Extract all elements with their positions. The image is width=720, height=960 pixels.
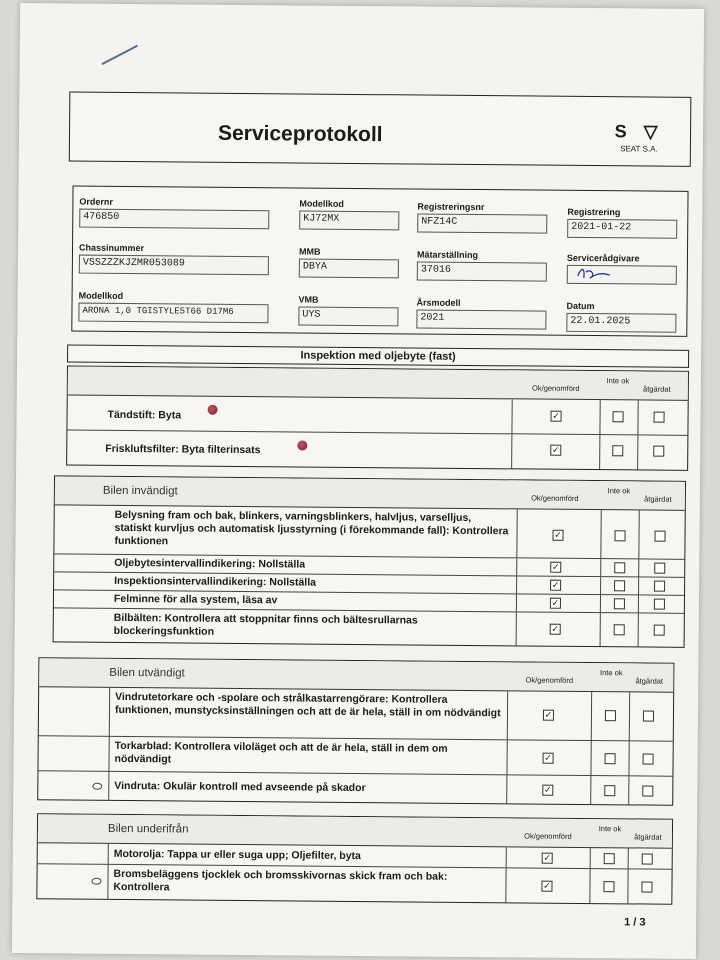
page-title: Serviceprotokoll <box>217 121 383 147</box>
checkbox-inte-ok[interactable] <box>605 753 616 764</box>
checkbox-atgardat[interactable] <box>654 531 665 542</box>
checkbox-inte-ok[interactable] <box>614 562 625 573</box>
table-row: Tändstift: Byta ✓ <box>67 395 687 435</box>
checkbox-ok[interactable]: ✓ <box>551 444 560 455</box>
field-datum: Datum 22.01.2025 <box>566 301 676 333</box>
checkbox-inte-ok[interactable] <box>605 710 616 721</box>
field-modellkod-2: Modellkod ARONA 1,0 TGISTYLE5T66 D17M6 <box>78 291 268 324</box>
section-header: Bilen underifrån Ok/genomförd Inte ok åtgärdat <box>38 814 672 849</box>
eye-icon <box>91 878 101 885</box>
checkbox-ok[interactable]: ✓ <box>543 852 552 863</box>
vehicle-info <box>71 185 688 336</box>
field-matarstallning: Mätarställning 37016 <box>417 250 547 282</box>
checkbox-ok[interactable]: ✓ <box>552 410 560 421</box>
section-bilen-invandigt <box>53 475 686 648</box>
title-box <box>69 91 692 166</box>
checkbox-atgardat[interactable] <box>642 853 653 864</box>
dot-marker-icon <box>208 405 218 415</box>
table-row: Vindruta: Okulär kontroll med avseende på skador ✓ <box>38 771 672 805</box>
section-header: Bilen utvändigt Ok/genomförd Inte ok åtgärdat <box>39 658 673 693</box>
checkbox-ok[interactable]: ✓ <box>551 561 560 572</box>
table-row: Friskluftsfilter: Byta filterinsats ✓ <box>67 430 687 469</box>
checkbox-ok[interactable]: ✓ <box>551 623 560 634</box>
table-row: Inspektionsintervallindikering: Nollställa ✓ <box>54 572 684 595</box>
checkbox-inte-ok[interactable] <box>614 624 625 635</box>
field-servicerad: Servicerådgivare <box>567 253 677 285</box>
checkbox-atgardat[interactable] <box>654 625 665 636</box>
checkbox-ok[interactable]: ✓ <box>554 529 562 540</box>
checkbox-inte-ok[interactable] <box>603 881 614 892</box>
checkbox-atgardat[interactable] <box>654 581 665 592</box>
field-registreringsnr: Registreringsnr NFZ14C <box>417 202 547 234</box>
checkbox-ok[interactable]: ✓ <box>551 579 560 590</box>
field-vmb: VMB UYS <box>298 294 398 326</box>
checkbox-atgardat[interactable] <box>643 753 654 764</box>
section-bilen-utvandigt <box>37 657 674 806</box>
field-arsmodell: Årsmodell 2021 <box>416 298 546 330</box>
inspection-bar: Inspektion med oljebyte (fast) <box>67 344 689 367</box>
table-row: Motorolja: Tappa ur eller suga upp; Oljefilter, byta ✓ <box>38 843 672 870</box>
checkbox-ok[interactable]: ✓ <box>544 752 552 763</box>
checkbox-inte-ok[interactable] <box>614 598 625 609</box>
checkbox-atgardat[interactable] <box>654 599 665 610</box>
field-ordernr: Ordernr 476850 <box>79 197 269 230</box>
section-bilen-underifran <box>36 813 673 905</box>
eye-icon <box>92 783 102 790</box>
checkbox-inte-ok[interactable] <box>612 445 623 456</box>
brand-name: SEAT S.A. <box>620 144 658 154</box>
checkbox-atgardat[interactable] <box>641 881 652 892</box>
checkbox-ok[interactable]: ✓ <box>551 597 560 608</box>
field-chassinummer: Chassinummer VSSZZZKJZMR053089 <box>79 243 269 276</box>
checkbox-atgardat[interactable] <box>654 563 665 574</box>
section-header: Ok/genomförd Inte ok åtgärdat <box>68 366 688 400</box>
table-row: Bilbälten: Kontrollera att stoppnitar finns och bältesrullarnas blockeringsfunktion ✓ <box>54 608 684 646</box>
section-inspection <box>66 365 689 470</box>
checkbox-inte-ok[interactable] <box>614 530 625 541</box>
section-header: Bilen invändigt Ok/genomförd Inte ok åtgärdat <box>55 476 685 510</box>
table-row: Felminne för alla system, läsa av ✓ <box>54 590 684 613</box>
checkbox-ok[interactable]: ✓ <box>543 784 552 795</box>
table-row: Oljebytesintervallindikering: Nollställa ✓ <box>54 554 684 577</box>
field-modellkod: Modellkod KJ72MX <box>299 198 399 230</box>
table-row: Vindrutetorkare och -spolare och strålkastarrengörare: Kontrollera funktionen, munstycksinställningen och att de är hela, ställ in om nödvändigt ✓ <box>39 687 673 742</box>
dot-marker-icon <box>297 440 307 450</box>
checkbox-ok[interactable]: ✓ <box>543 880 551 891</box>
signature-icon <box>576 266 616 280</box>
field-registrering: Registrering 2021-01-22 <box>567 207 677 239</box>
table-row: Belysning fram och bak, blinkers, varningsblinkers, halvljus, varselljus, statiskt kurvljus och automatisk ljusstyrning (i förekommande fall): Kontrollera funktionen ✓ <box>54 505 684 559</box>
field-mmb: MMB DBYA <box>299 246 399 278</box>
table-row: Bromsbeläggens tjocklek och bromsskivornas skick fram och bak: Kontrollera ✓ <box>37 864 671 904</box>
checkbox-atgardat[interactable] <box>643 710 654 721</box>
seat-logo <box>614 121 664 153</box>
checkbox-inte-ok[interactable] <box>604 785 615 796</box>
checkbox-atgardat[interactable] <box>642 785 653 796</box>
pen-mark <box>102 45 138 65</box>
checkbox-atgardat[interactable] <box>654 412 665 423</box>
checkbox-inte-ok[interactable] <box>613 411 624 422</box>
checkbox-atgardat[interactable] <box>653 446 664 457</box>
table-row: Torkarblad: Kontrollera viloläget och att de är hela, ställ in dem om nödvändigt ✓ <box>38 736 672 777</box>
checkbox-ok[interactable]: ✓ <box>544 709 553 720</box>
checkbox-inte-ok[interactable] <box>604 853 615 864</box>
page-number: 1 / 3 <box>624 916 646 929</box>
seat-cupra-logo-icon: S ▽ <box>614 121 664 142</box>
document-page <box>12 3 704 959</box>
checkbox-inte-ok[interactable] <box>614 580 625 591</box>
